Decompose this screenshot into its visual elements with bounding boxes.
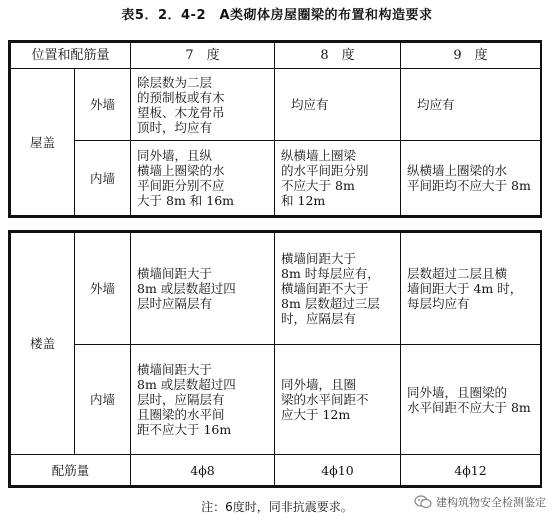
roof-label: 屋盖 <box>11 69 75 216</box>
rebar-deg8: 4ϕ10 <box>275 455 401 486</box>
floor-label: 楼盖 <box>11 233 75 455</box>
roof-outer-deg8: 均应有 <box>275 69 401 141</box>
roof-inner-label: 内墙 <box>75 141 131 216</box>
table-upper <box>8 40 542 218</box>
floor-inner-label: 内墙 <box>75 345 131 455</box>
floor-outer-deg9: 层数超过二层且横 墙间距大于 4m 时， 每层均应有 <box>401 233 541 345</box>
roof-inner-deg7: 同外墙，且纵 横墙上圈梁的水 平间距分别不应 大于 8m 和 16m <box>131 141 275 216</box>
watermark-text: 建构筑物安全检测鉴定 <box>436 496 546 509</box>
table-title: 表5．2．4-2 A类砌体房屋圈梁的布置和构造要求 <box>121 8 433 23</box>
header-position: 位置和配筋量 <box>11 43 131 69</box>
floor-inner-row <box>11 345 541 455</box>
rebar-label: 配筋量 <box>11 455 131 486</box>
roof-outer-row <box>11 69 541 141</box>
roof-inner-row <box>11 141 541 216</box>
roof-inner-deg9: 纵横墙上圈梁的水 平间距均不应大于 8m <box>401 141 541 216</box>
rebar-deg7: 4ϕ8 <box>131 455 275 486</box>
floor-inner-deg8: 同外墙，且圈 梁的水平间距不 应大于 12m <box>275 345 401 455</box>
table-note: 注：6度时，同非抗震要求。 <box>201 500 353 514</box>
table-lower <box>8 230 542 488</box>
table-floor <box>10 232 541 486</box>
floor-outer-deg7: 横墙间距大于 8m 或层数超过四 层时应隔层有 <box>131 233 275 345</box>
floor-outer-row <box>11 233 541 345</box>
rebar-deg9: 4ϕ12 <box>401 455 541 486</box>
header-row <box>11 43 541 69</box>
rebar-row <box>11 455 541 486</box>
header-deg7: 7 度 <box>131 43 275 69</box>
header-deg8: 8 度 <box>275 43 401 69</box>
table-roof <box>10 42 541 216</box>
header-deg9: 9 度 <box>401 43 541 69</box>
table-break <box>0 218 554 230</box>
roof-outer-label: 外墙 <box>75 69 131 141</box>
roof-inner-deg8: 纵横墙上圈梁 的水平间距分别 不应大于 8m 和 12m <box>275 141 401 216</box>
floor-outer-label: 外墙 <box>75 233 131 345</box>
wechat-icon <box>414 495 432 509</box>
floor-inner-deg7: 横墙间距大于 8m 或层数超过四 层时，应隔层有 且圈梁的水平间 距不应大于 16m <box>131 345 275 455</box>
roof-outer-deg9: 均应有 <box>401 69 541 141</box>
watermark <box>414 494 546 510</box>
floor-outer-deg8: 横墙间距大于 8m 时每层应有， 横墙间距不大于 8m 层数超过三层 时，应隔层有 <box>275 233 401 345</box>
floor-inner-deg9: 同外墙，且圈梁的 水平间距不应大于 8m <box>401 345 541 455</box>
roof-outer-deg7: 除层数为二层 的预制板或有木 望板、木龙骨吊 顶时，均应有 <box>131 69 275 141</box>
